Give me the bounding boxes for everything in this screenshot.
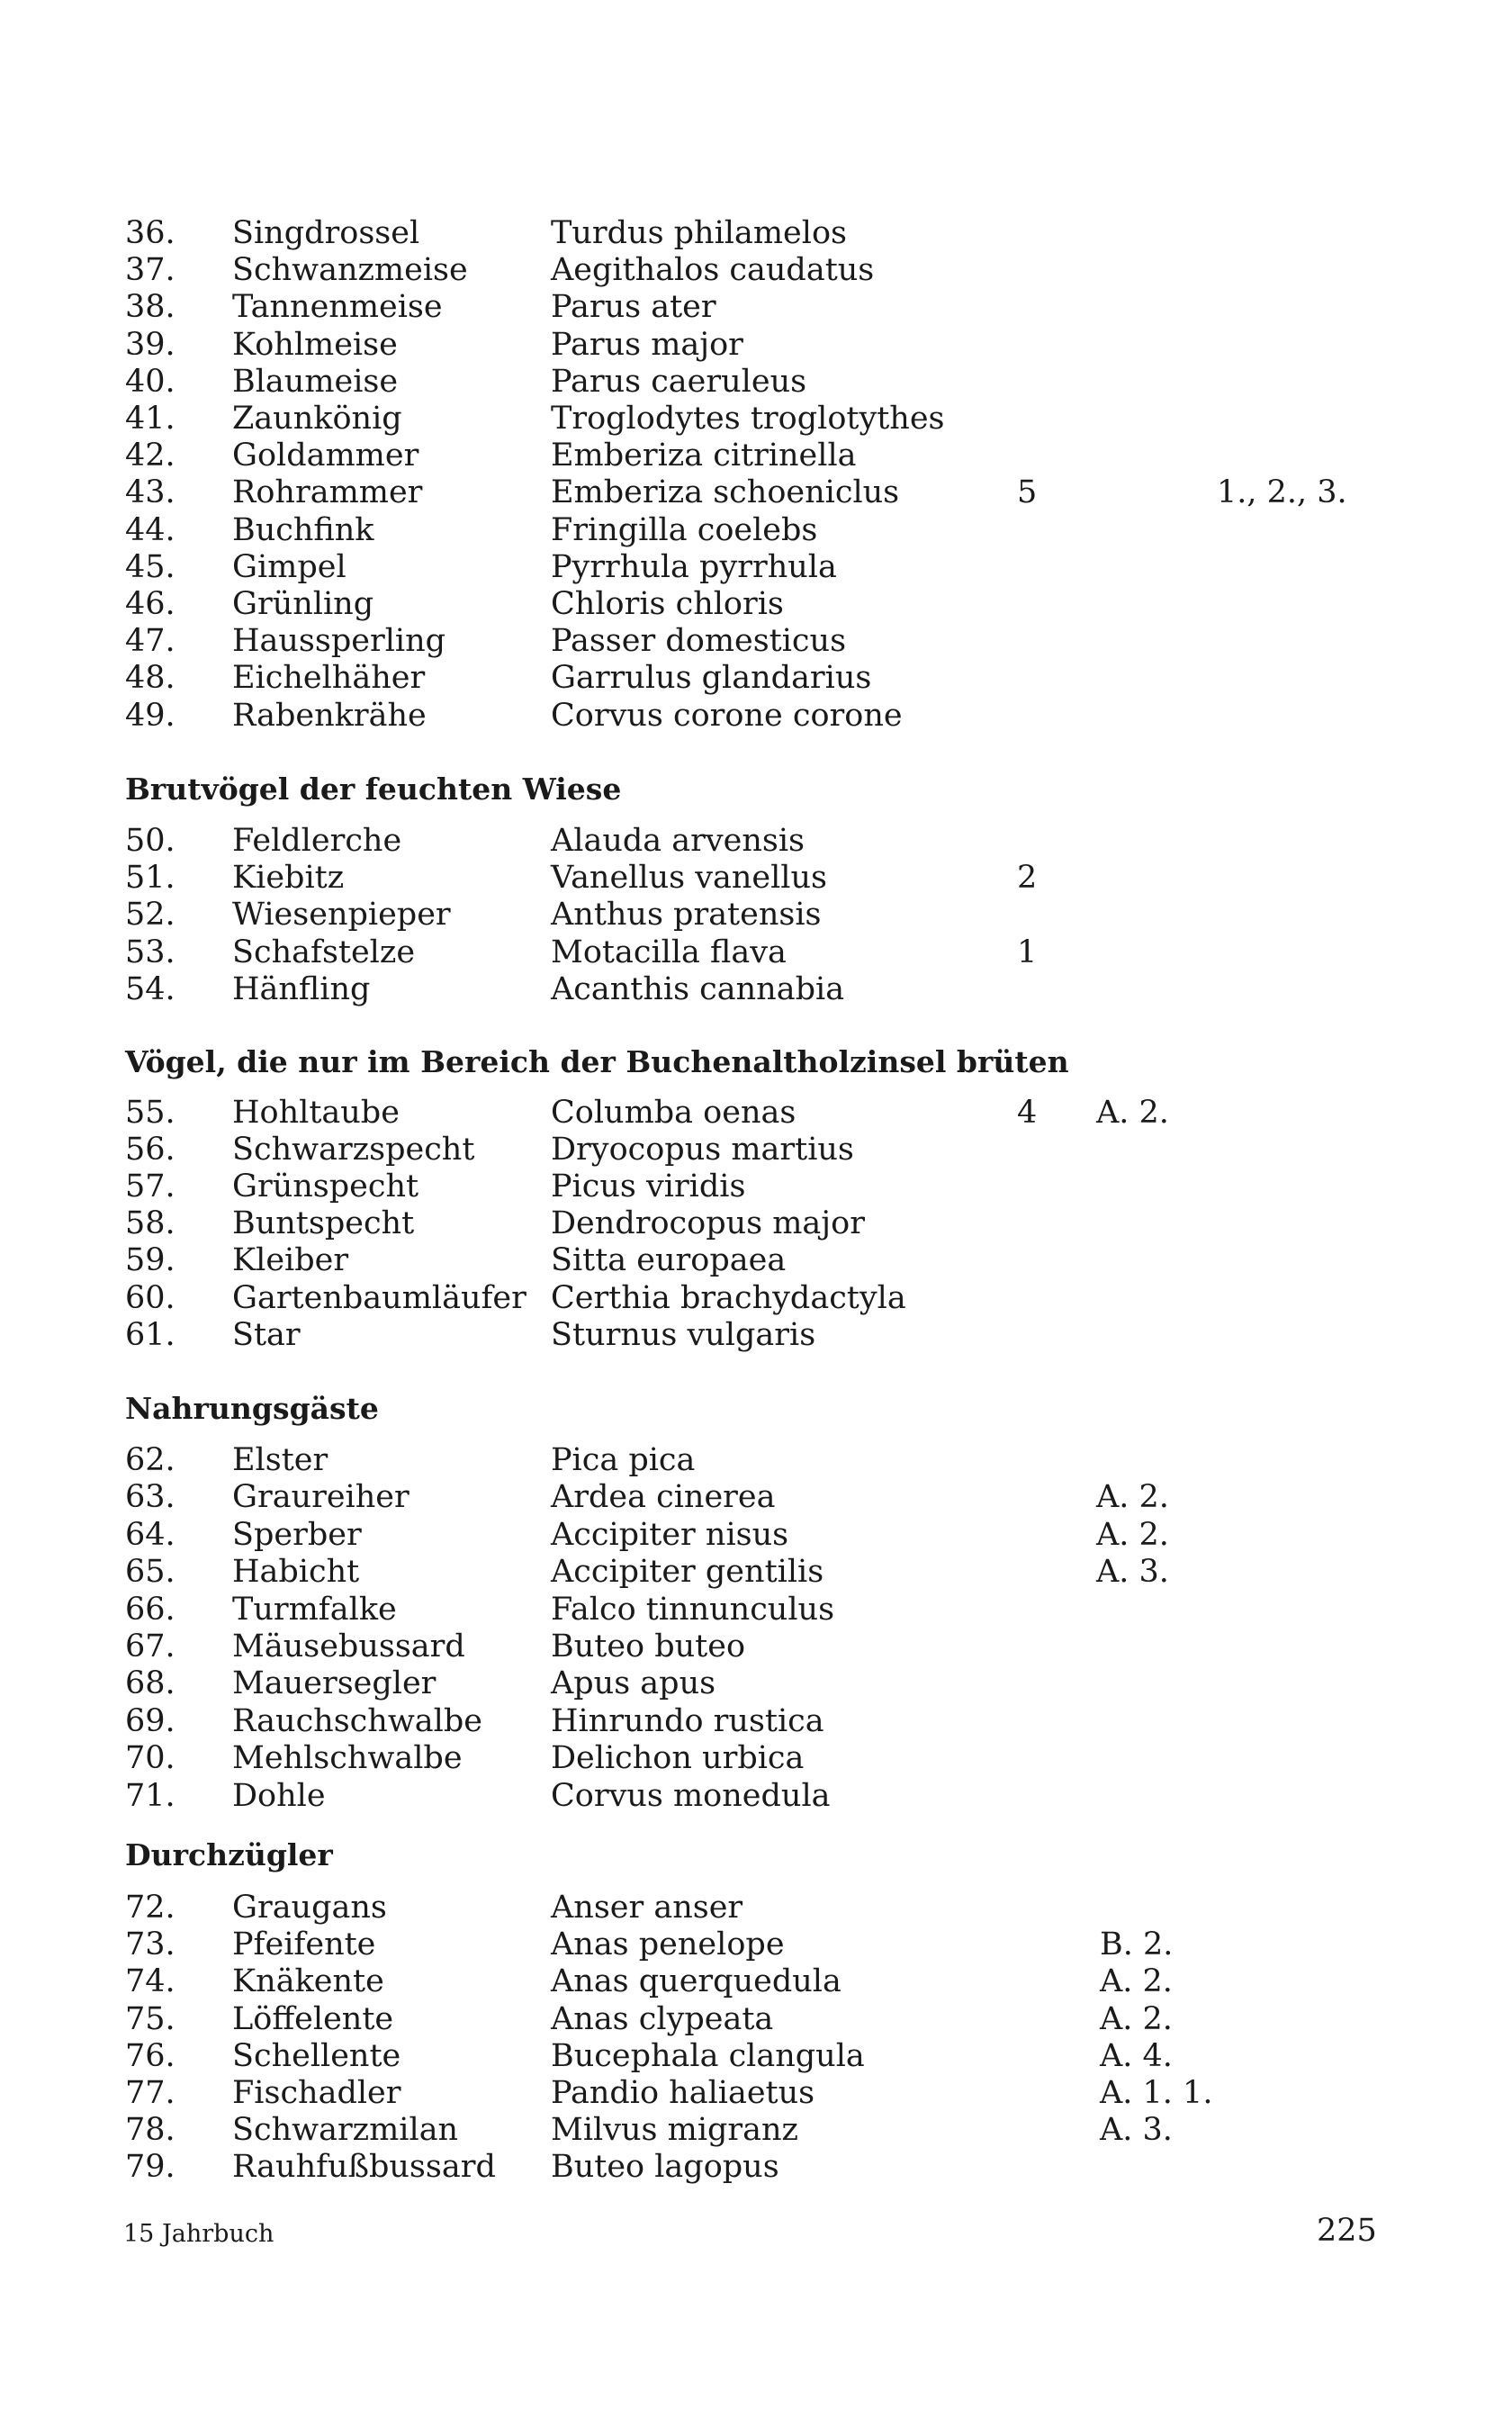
german-name: Tannenmeise: [232, 289, 443, 325]
entry-number: 50.: [125, 823, 176, 859]
german-name: Kleiber: [232, 1242, 349, 1278]
entry-number: 75.: [125, 2001, 176, 2037]
list-item: [0, 1592, 1512, 1629]
latin-name: Fringilla coelebs: [551, 512, 818, 548]
list-item: [0, 698, 1512, 735]
german-name: Graureiher: [232, 1479, 410, 1515]
list-item: [0, 2001, 1512, 2038]
list-item: [0, 1168, 1512, 1205]
german-name: Fischadler: [232, 2075, 401, 2111]
list-item: [0, 1554, 1512, 1591]
german-name: Sperber: [232, 1517, 362, 1553]
latin-name: Buteo lagopus: [551, 2149, 779, 2185]
german-name: Schwanzmeise: [232, 252, 468, 288]
entry-number: 57.: [125, 1168, 176, 1204]
entry-number: 73.: [125, 1926, 176, 1962]
list-item: [0, 252, 1512, 289]
list-item: [0, 1095, 1512, 1132]
list-item: [0, 586, 1512, 623]
latin-name: Chloris chloris: [551, 586, 784, 622]
entry-number: 64.: [125, 1517, 176, 1553]
entry-number: 41.: [125, 401, 176, 437]
list-item: [0, 1205, 1512, 1242]
latin-name: Ardea cinerea: [551, 1479, 776, 1515]
status-code: A. 2.: [1100, 2001, 1173, 2037]
entry-number: 40.: [125, 364, 176, 400]
list-item: [0, 401, 1512, 438]
latin-name: Troglodytes troglotythes: [551, 401, 945, 437]
list-item: [0, 549, 1512, 586]
list-item: [0, 2149, 1512, 2186]
german-name: Buntspecht: [232, 1205, 415, 1241]
latin-name: Emberiza schoeniclus: [551, 474, 900, 510]
latin-name: Hinrundo rustica: [551, 1703, 824, 1739]
list-item: [0, 660, 1512, 697]
entry-number: 69.: [125, 1703, 176, 1739]
german-name: Mauersegler: [232, 1665, 436, 1701]
latin-name: Columba oenas: [551, 1095, 796, 1131]
latin-name: Parus major: [551, 327, 743, 363]
latin-name: Motacilla flava: [551, 934, 787, 970]
list-item: [0, 1665, 1512, 1702]
entry-number: 76.: [125, 2038, 176, 2074]
entry-number: 53.: [125, 934, 176, 970]
entry-number: 38.: [125, 289, 176, 325]
german-name: Mäusebussard: [232, 1629, 465, 1665]
entry-number: 36.: [125, 215, 176, 251]
entry-number: 74.: [125, 1963, 176, 1999]
status-code: A. 2.: [1096, 1095, 1169, 1131]
status-code: A. 1. 1.: [1100, 2075, 1213, 2111]
german-name: Hohltaube: [232, 1095, 400, 1131]
german-name: Goldammer: [232, 438, 419, 474]
entry-number: 62.: [125, 1442, 176, 1478]
german-name: Knäkente: [232, 1963, 384, 1999]
section-heading: Vögel, die nur im Bereich der Buchenaltholzinsel brüten: [125, 1044, 1069, 1079]
latin-name: Dendrocopus major: [551, 1205, 865, 1241]
german-name: Singdrossel: [232, 215, 420, 251]
entry-number: 56.: [125, 1132, 176, 1168]
entry-number: 72.: [125, 1890, 176, 1926]
latin-name: Falco tinnunculus: [551, 1592, 835, 1628]
latin-name: Bucephala clangula: [551, 2038, 865, 2074]
german-name: Rohrammer: [232, 474, 423, 510]
german-name: Kiebitz: [232, 860, 345, 896]
latin-name: Alauda arvensis: [551, 823, 806, 859]
list-item: [0, 289, 1512, 326]
list-item: [0, 1778, 1512, 1815]
german-name: Grünspecht: [232, 1168, 419, 1204]
german-name: Schwarzmilan: [232, 2112, 459, 2148]
list-item: [0, 1963, 1512, 2000]
list-item: [0, 215, 1512, 252]
entry-number: 47.: [125, 623, 176, 659]
entry-number: 78.: [125, 2112, 176, 2148]
status-code: A. 2.: [1096, 1479, 1169, 1515]
list-item: [0, 1242, 1512, 1279]
german-name: Star: [232, 1317, 301, 1353]
german-name: Turmfalke: [232, 1592, 397, 1628]
count-value: 4: [1017, 1095, 1038, 1131]
list-item: [0, 1517, 1512, 1554]
german-name: Habicht: [232, 1554, 360, 1590]
list-item: [0, 512, 1512, 549]
latin-name: Anas clypeata: [551, 2001, 774, 2037]
list-item: [0, 897, 1512, 934]
latin-name: Acanthis cannabia: [551, 971, 845, 1007]
entry-number: 46.: [125, 586, 176, 622]
list-item: [0, 2075, 1512, 2112]
german-name: Pfeifente: [232, 1926, 376, 1962]
entry-number: 67.: [125, 1629, 176, 1665]
latin-name: Certhia brachydactyla: [551, 1280, 906, 1316]
entry-number: 51.: [125, 860, 176, 896]
list-item: [0, 1317, 1512, 1354]
german-name: Schwarzspecht: [232, 1132, 475, 1168]
status-code: A. 3.: [1100, 2112, 1173, 2148]
list-item: [0, 327, 1512, 364]
entry-number: 39.: [125, 327, 176, 363]
latin-name: Pica pica: [551, 1442, 696, 1478]
german-name: Zaunkönig: [232, 401, 402, 437]
entry-number: 68.: [125, 1665, 176, 1701]
count-value: 5: [1017, 474, 1038, 510]
list-item: [0, 364, 1512, 401]
entry-number: 48.: [125, 660, 176, 696]
entry-number: 54.: [125, 971, 176, 1007]
german-name: Eichelhäher: [232, 660, 426, 696]
section-heading: Durchzügler: [125, 1837, 333, 1872]
german-name: Buchfink: [232, 512, 374, 548]
entry-number: 44.: [125, 512, 176, 548]
list-item: [0, 1629, 1512, 1665]
entry-number: 42.: [125, 438, 176, 474]
german-name: Elster: [232, 1442, 328, 1478]
entry-number: 71.: [125, 1778, 176, 1814]
list-item: [0, 1442, 1512, 1479]
entry-number: 65.: [125, 1554, 176, 1590]
latin-name: Pandio haliaetus: [551, 2075, 815, 2111]
list-item: [0, 474, 1512, 511]
entry-number: 70.: [125, 1740, 176, 1776]
entry-number: 58.: [125, 1205, 176, 1241]
german-name: Grünling: [232, 586, 374, 622]
entry-number: 66.: [125, 1592, 176, 1628]
latin-name: Pyrrhula pyrrhula: [551, 549, 837, 585]
entry-number: 79.: [125, 2149, 176, 2185]
german-name: Rauchschwalbe: [232, 1703, 482, 1739]
list-item: [0, 823, 1512, 860]
status-code: 1., 2., 3.: [1217, 474, 1347, 510]
list-item: [0, 1280, 1512, 1317]
latin-name: Accipiter gentilis: [551, 1554, 824, 1590]
status-code: A. 4.: [1100, 2038, 1173, 2074]
latin-name: Anas querquedula: [551, 1963, 842, 1999]
section-heading: Brutvögel der feuchten Wiese: [125, 771, 622, 807]
list-item: [0, 2112, 1512, 2149]
entry-number: 61.: [125, 1317, 176, 1353]
german-name: Hänfling: [232, 971, 371, 1007]
page-number: 225: [1317, 2213, 1377, 2249]
entry-number: 55.: [125, 1095, 176, 1131]
german-name: Graugans: [232, 1890, 387, 1926]
entry-number: 43.: [125, 474, 176, 510]
german-name: Rabenkrähe: [232, 698, 427, 734]
entry-number: 63.: [125, 1479, 176, 1515]
entry-number: 77.: [125, 2075, 176, 2111]
latin-name: Anser anser: [551, 1890, 743, 1926]
latin-name: Emberiza citrinella: [551, 438, 857, 474]
german-name: Blaumeise: [232, 364, 399, 400]
german-name: Rauhfußbussard: [232, 2149, 496, 2185]
latin-name: Garrulus glandarius: [551, 660, 872, 696]
latin-name: Anas penelope: [551, 1926, 785, 1962]
latin-name: Buteo buteo: [551, 1629, 746, 1665]
list-item: [0, 860, 1512, 897]
section-heading: Nahrungsgäste: [125, 1391, 379, 1426]
german-name: Schellente: [232, 2038, 401, 2074]
status-code: B. 2.: [1100, 1926, 1174, 1962]
german-name: Haussperling: [232, 623, 446, 659]
latin-name: Parus caeruleus: [551, 364, 807, 400]
latin-name: Corvus monedula: [551, 1778, 831, 1814]
footer-note: 15 Jahrbuch: [123, 2220, 274, 2248]
latin-name: Turdus philamelos: [551, 215, 847, 251]
list-item: [0, 2038, 1512, 2075]
list-item: [0, 623, 1512, 660]
list-item: [0, 1740, 1512, 1777]
entry-number: 37.: [125, 252, 176, 288]
entry-number: 49.: [125, 698, 176, 734]
latin-name: Corvus corone corone: [551, 698, 903, 734]
list-item: [0, 438, 1512, 474]
status-code: A. 3.: [1096, 1554, 1169, 1590]
german-name: Dohle: [232, 1778, 326, 1814]
german-name: Gimpel: [232, 549, 346, 585]
german-name: Schafstelze: [232, 934, 416, 970]
latin-name: Accipiter nisus: [551, 1517, 789, 1553]
count-value: 2: [1017, 860, 1038, 896]
list-item: [0, 1926, 1512, 1963]
status-code: A. 2.: [1100, 1963, 1173, 1999]
latin-name: Passer domesticus: [551, 623, 847, 659]
entry-number: 45.: [125, 549, 176, 585]
latin-name: Sitta europaea: [551, 1242, 787, 1278]
german-name: Gartenbaumläufer: [232, 1280, 526, 1316]
list-item: [0, 1479, 1512, 1516]
latin-name: Dryocopus martius: [551, 1132, 854, 1168]
latin-name: Anthus pratensis: [551, 897, 822, 933]
german-name: Kohlmeise: [232, 327, 398, 363]
list-item: [0, 934, 1512, 971]
latin-name: Picus viridis: [551, 1168, 746, 1204]
list-item: [0, 971, 1512, 1008]
entry-number: 59.: [125, 1242, 176, 1278]
count-value: 1: [1017, 934, 1038, 970]
german-name: Wiesenpieper: [232, 897, 451, 933]
list-item: [0, 1890, 1512, 1926]
latin-name: Parus ater: [551, 289, 716, 325]
list-item: [0, 1703, 1512, 1740]
status-code: A. 2.: [1096, 1517, 1169, 1553]
latin-name: Vanellus vanellus: [551, 860, 827, 896]
latin-name: Aegithalos caudatus: [551, 252, 875, 288]
german-name: Feldlerche: [232, 823, 402, 859]
latin-name: Milvus migranz: [551, 2112, 798, 2148]
german-name: Mehlschwalbe: [232, 1740, 463, 1776]
entry-number: 60.: [125, 1280, 176, 1316]
latin-name: Apus apus: [551, 1665, 716, 1701]
latin-name: Delichon urbica: [551, 1740, 805, 1776]
list-item: [0, 1132, 1512, 1168]
latin-name: Sturnus vulgaris: [551, 1317, 816, 1353]
entry-number: 52.: [125, 897, 176, 933]
german-name: Löffelente: [232, 2001, 394, 2037]
